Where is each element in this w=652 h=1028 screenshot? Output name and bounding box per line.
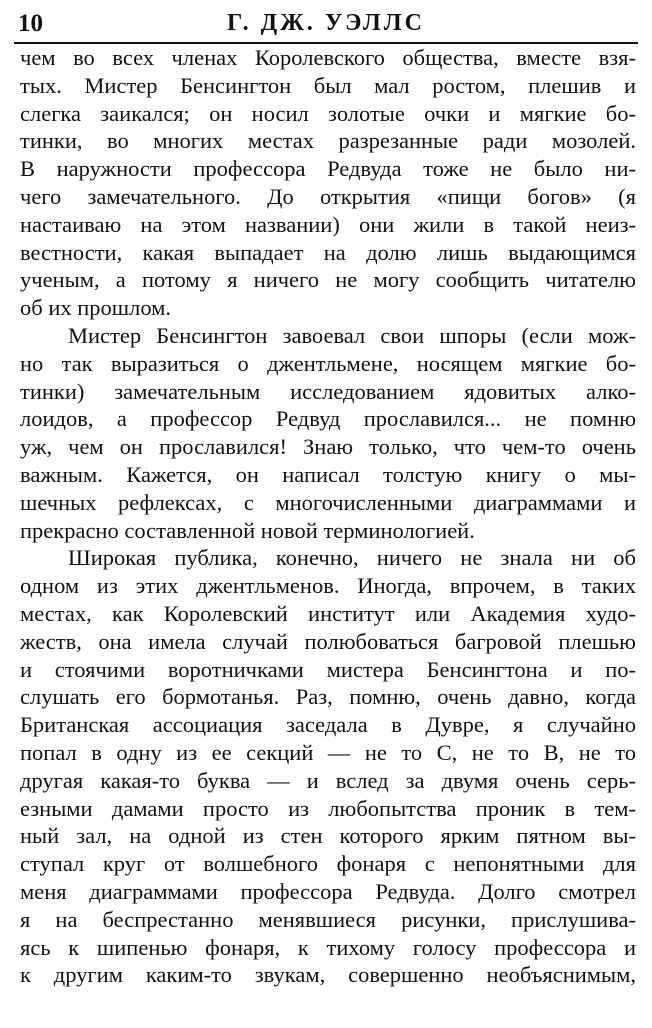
text-line: езными дамами просто из любопытства проник в тем-	[20, 795, 636, 821]
text-line: В наружности профессора Редвуда тоже не было ни-	[20, 156, 636, 182]
paragraph-end-line: об их прошлом.	[20, 295, 172, 321]
text-line: тинки, во многих местах разрезанные ради мозолей.	[20, 128, 636, 154]
text-line: я на беспрестанно менявшиеся рисунки, прислушива-	[20, 906, 636, 932]
page-number: 10	[18, 10, 43, 37]
text-line: меня диаграммами профессора Редвуда. Долго смотрел	[20, 878, 636, 904]
text-line: местах, как Королевский институт или Академия худо-	[20, 600, 636, 626]
text-line: ступал круг от волшебного фонаря с непонятными для	[20, 851, 636, 877]
text-line: ученым, а потому я ничего не могу сообщить читателю	[20, 267, 636, 293]
paragraph-first-line: Мистер Бенсингтон завоевал свои шпоры (если мож-	[68, 322, 636, 348]
paragraph-first-line: Широкая публика, конечно, ничего не знала ни об	[68, 545, 636, 571]
text-line: настаиваю на этом названии) они жили в такой неиз-	[20, 211, 636, 237]
text-line: но так выразиться о джентльмене, носящем мягкие бо-	[20, 350, 636, 376]
page-header	[14, 8, 638, 42]
text-line: вестности, какая выпадает на долю лишь выдающимся	[20, 239, 636, 265]
text-line: одном из этих джентльменов. Иногда, впрочем, в таких	[20, 573, 636, 599]
paragraph-end-line: прекрасно составленной новой терминологией.	[20, 517, 475, 543]
text-line: к другим каким-то звукам, совершенно необъяснимым,	[20, 962, 636, 988]
text-line: тинки) замечательным исследованием ядовитых алко-	[20, 378, 636, 404]
text-line: Британская ассоциация заседала в Дувре, я случайно	[20, 712, 636, 738]
text-line: чем во всех членах Королевского общества, вместе взя-	[20, 45, 636, 70]
body-text	[20, 44, 636, 989]
text-line: чего замечательного. До открытия «пищи богов» (я	[20, 183, 636, 209]
text-line: лоидов, а профессор Редвуд прославился... не помню	[20, 406, 636, 432]
text-line: ный зал, на одной из стен которого ярким пятном вы-	[20, 823, 636, 849]
text-line: другая какая-то буква — и вслед за двумя очень серь-	[20, 767, 636, 793]
text-line: тых. Мистер Бенсингтон был мал ростом, плешив и	[20, 72, 636, 98]
text-line: шечных рефлексах, с многочисленными диаграммами и	[20, 489, 636, 515]
text-line: и стоячими воротничками мистера Бенсингтона и по-	[20, 656, 636, 682]
text-line: слушать его бормотанья. Раз, помню, очень давно, когда	[20, 684, 636, 710]
text-line: попал в одну из ее секций — не то С, не то В, не то	[20, 739, 636, 765]
text-line: уж, чем он прославился! Знаю только, что чем-то очень	[20, 434, 636, 460]
text-line: слегка заикался; он носил золотые очки и мягкие бо-	[20, 100, 636, 126]
text-line: ясь к шипенью фонаря, к тихому голосу профессора и	[20, 934, 636, 960]
running-head-author: Г. ДЖ. УЭЛЛС	[227, 10, 425, 36]
text-line: жеств, она имела случай полюбоваться багровой плешью	[20, 628, 636, 654]
text-line: важным. Кажется, он написал толстую книгу о мы-	[20, 461, 636, 487]
